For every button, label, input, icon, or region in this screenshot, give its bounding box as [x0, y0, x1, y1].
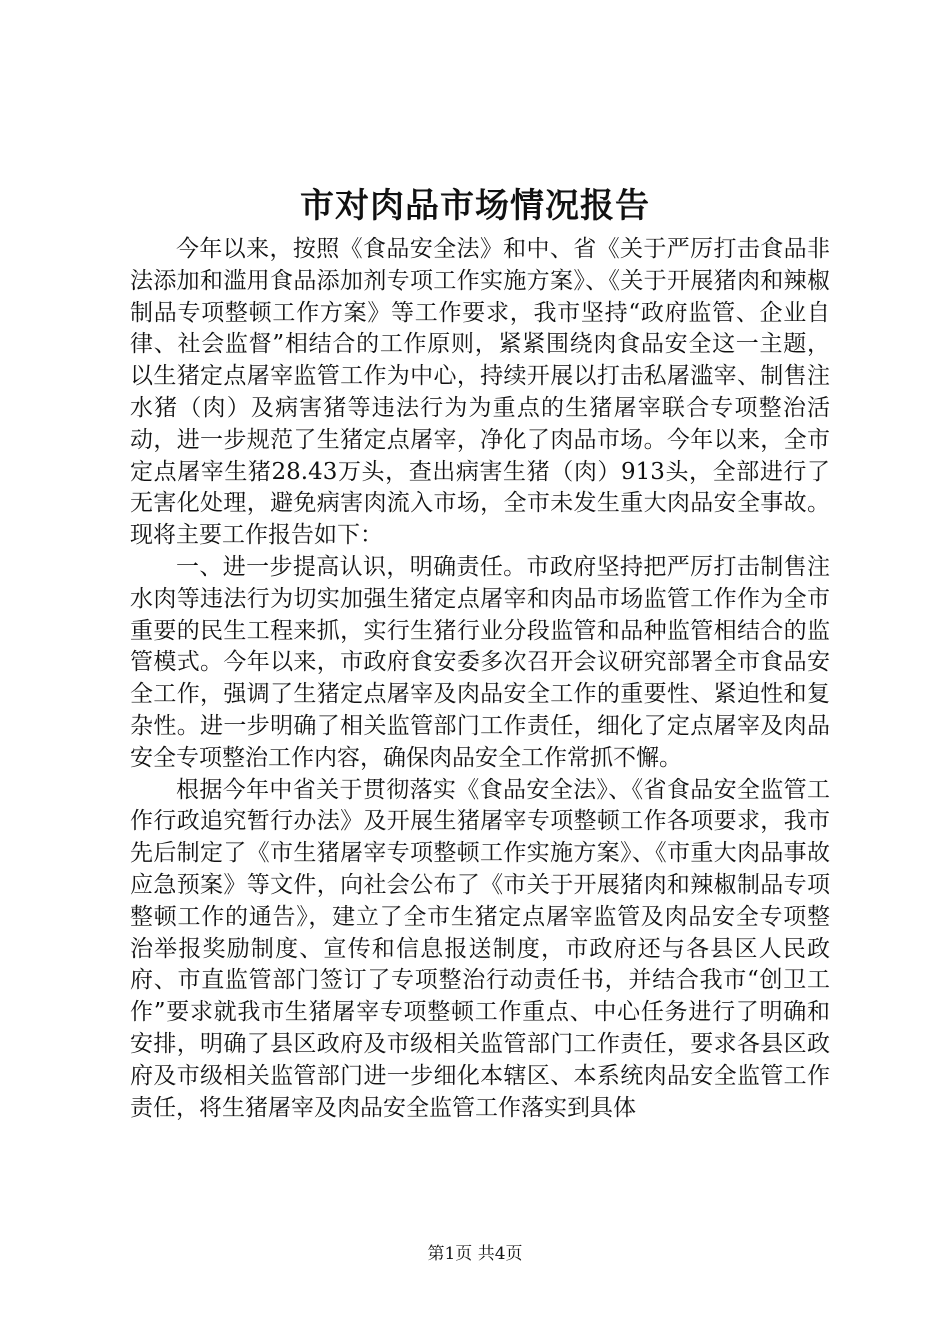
page-title: 市对肉品市场情况报告 — [300, 186, 650, 226]
page-footer: 第1页 共4页 — [427, 1244, 523, 1264]
document-body — [130, 234, 830, 1124]
paragraph-measures: 根据今年中省关于贯彻落实《食品安全法》、《省食品安全监管工作行政追究暂行办法》及开展生猪屠宰专项整顿工作各项要求，我市先后制定了《市生猪屠宰专项整顿工作实施方案》、《市重大肉品事故应急预案》等文件，向社会公布了《市关于开展猪肉和辣椒制品专项整顿工作的通告》，建立了全市生猪定点屠宰监管及肉品安全专项整治举报奖励制度、宣传和信息报送制度，市政府还与各县区人民政府、市直监管部门签订了专项整治行动责任书，并结合我市“创卫工作”要求就我市生猪屠宰专项整顿工作重点、中心任务进行了明确和安排，明确了县区政府及市级相关监管部门工作责任，要求各县区政府及市级相关监管部门进一步细化本辖区、本系统肉品安全监管工作责任，将生猪屠宰及肉品安全监管工作落实到具体 — [130, 776, 830, 1121]
paragraph-intro: 今年以来，按照《食品安全法》和中、省《关于严厉打击食品非法添加和滥用食品添加剂专项工作实施方案》、《关于开展猪肉和辣椒制品专项整顿工作方案》等工作要求，我市坚持“政府监管、企业自律、社会监督”相结合的工作原则，紧紧围绕肉食品安全这一主题，以生猪定点屠宰监管工作为中心，持续开展以打击私屠滥宰、制售注水猪（肉）及病害猪等违法行为为重点的生猪屠宰联合专项整治活动，进一步规范了生猪定点屠宰，净化了肉品市场。今年以来，全市定点屠宰生猪28.43万头，查出病害生猪（肉）913头，全部进行了无害化处理，避免病害肉流入市场，全市未发生重大肉品安全事故。现将主要工作报告如下： — [130, 236, 830, 549]
paragraph-section-one: 一、进一步提高认识，明确责任。市政府坚持把严厉打击制售注水肉等违法行为切实加强生猪定点屠宰和肉品市场监管工作作为全市重要的民生工程来抓，实行生猪行业分段监管和品种监管相结合的监管模式。今年以来，市政府食安委多次召开会议研究部署全市食品安全工作，强调了生猪定点屠宰及肉品安全工作的重要性、紧迫性和复杂性。进一步明确了相关监管部门工作责任，细化了定点屠宰及肉品安全专项整治工作内容，确保肉品安全工作常抓不懈。 — [130, 553, 830, 771]
